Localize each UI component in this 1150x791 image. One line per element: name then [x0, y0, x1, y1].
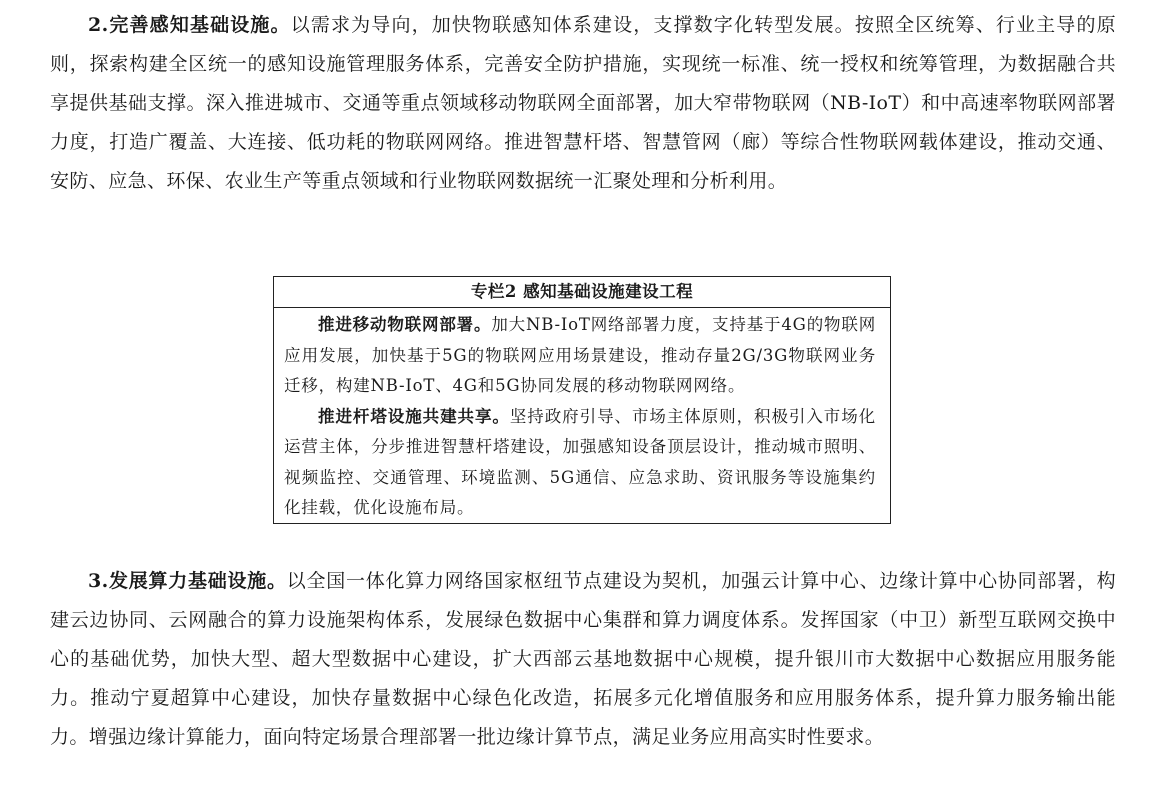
- section-2-body: 以需求为导向，加快物联感知体系建设，支撑数字化转型发展。按照全区统筹、行业主导的原则，探索构建全区统一的感知设施管理服务体系，完善安全防护措施，实现统一标准、统一授权和统筹管理，为数据融合共享提供基础支撑。深入推进城市、交通等重点领域移动物联网全面部署，加大窄带物联网（NB-IoT）和中高速率物联网部署力度，打造广覆盖、大连接、低功耗的物联网网络。推进智慧杆塔、智慧管网（廊）等综合性物联网载体建设，推动交通、安防、应急、环保、农业生产等重点领域和行业物联网数据统一汇聚处理和分析利用。: [50, 14, 1116, 192]
- feature-box-item-heading: 推进移动物联网部署。: [318, 315, 492, 334]
- section-3-heading: 3.发展算力基础设施。: [88, 570, 287, 592]
- feature-box-item-heading: 推进杆塔设施共建共享。: [318, 406, 510, 426]
- feature-box: [273, 276, 891, 524]
- feature-box-body: [274, 308, 890, 524]
- feature-box-item-body: 坚持政府引导、市场主体原则，积极引入市场化运营主体，分步推进智慧杆塔建设，加强感知设备顶层设计，推动城市照明、视频监控、交通管理、环境监测、5G通信、应急求助、资讯服务等设施集约化挂载，优化设施布局。: [284, 406, 876, 517]
- section-2-heading: 2.完善感知基础设施。: [88, 14, 291, 36]
- feature-box-item-body: 加大NB-IoT网络部署力度，支持基于4G的物联网应用发展，加快基于5G的物联网应用场景建设，推动存量2G/3G物联网业务迁移，构建NB-IoT、4G和5G协同发展的移动物联网网络。: [284, 315, 876, 395]
- feature-box-title: 专栏2 感知基础设施建设工程: [274, 277, 890, 308]
- section-2-paragraph: [50, 6, 1116, 201]
- feature-box-item: [284, 310, 876, 402]
- section-3-body: 以全国一体化算力网络国家枢纽节点建设为契机，加强云计算中心、边缘计算中心协同部署，构建云边协同、云网融合的算力设施架构体系，发展绿色数据中心集群和算力调度体系。发挥国家（中卫）新型互联网交换中心的基础优势，加快大型、超大型数据中心建设，扩大西部云基地数据中心规模，提升银川市大数据中心数据应用服务能力。推动宁夏超算中心建设，加快存量数据中心绿色化改造，拓展多元化增值服务和应用服务体系，提升算力服务输出能力。增强边缘计算能力，面向特定场景合理部署一批边缘计算节点，满足业务应用高实时性要求。: [50, 570, 1116, 748]
- section-3-paragraph: [50, 562, 1116, 757]
- feature-box-item: [284, 402, 876, 524]
